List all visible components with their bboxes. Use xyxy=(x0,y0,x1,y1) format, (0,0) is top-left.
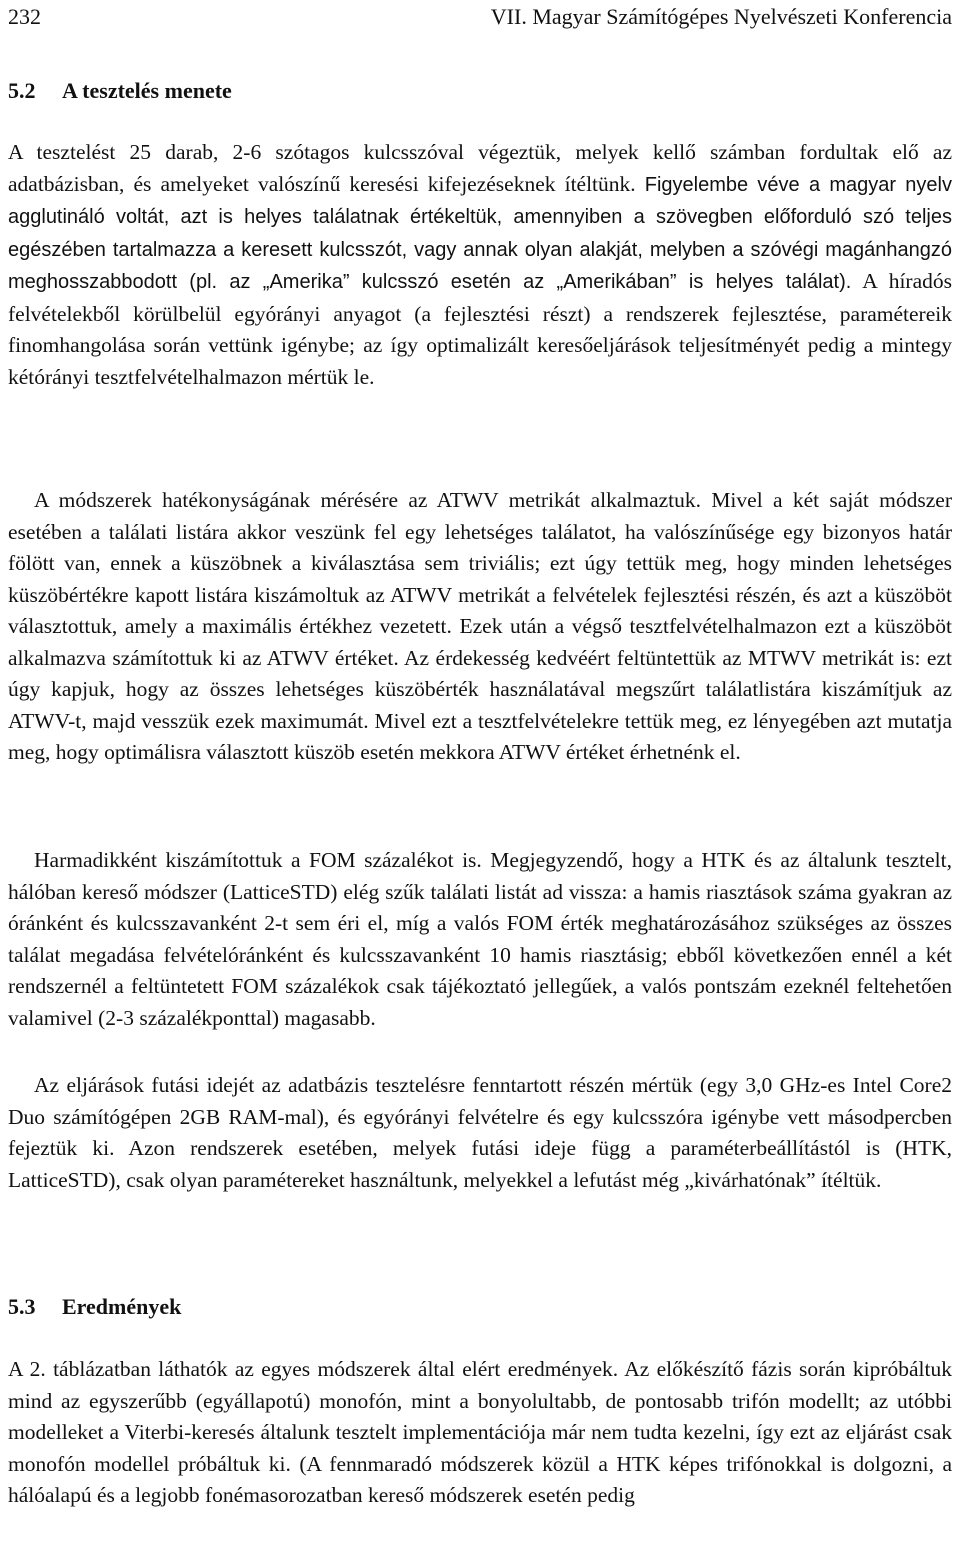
section-number: 5.3 xyxy=(8,1294,36,1319)
paragraph-text: Az eljárások futási idejét az adatbázis tesztelésre fenntartott részén mértük (egy 3,0 GHz-es Intel Core2 Duo számítógépen 2GB RAM-mal), és egyórányi felvételre és egy kulcsszóra igénybe vett másodpercben fejeztük ki. Azon rendszerek esetében, melyek futási ideje függ a paraméterbeállítástól is (HTK, LatticeSTD), csak olyan paramétereket használtunk, melyekkel a lefutást még „kivárhatónak” ítéltük. xyxy=(8,1073,952,1192)
conference-title: VII. Magyar Számítógépes Nyelvészeti Konferencia xyxy=(490,4,952,29)
paragraph-atwv-metric xyxy=(8,485,952,769)
paragraph-text-sans: Figyelembe véve a magyar nyelv agglutináló voltát, azt is helyes találatnak értékeltük, amennyiben a szövegben előforduló szó teljes egészében tartalmazza a keresett kulcsszót, vagy annak olyan alakját, melyben a szóvégi magánhangzó meghosszabbodott (pl. az „Amerika” kulcsszó esetén az „Amerikában” is helyes találat). xyxy=(8,173,952,293)
paragraph-results xyxy=(8,1354,952,1512)
paragraph-text: Harmadikként kiszámítottuk a FOM százalékot is. Megjegyzendő, hogy a HTK és az általunk tesztelt, hálóban kereső módszer (LatticeSTD) elég szűk találati listát ad vissza: a hamis riasztások száma gyakran az óránként és kulcsszavanként 2-t sem éri el, míg a valós FOM érték meghatározásához szükséges az összes találat megadása felvételóránként és kulcsszavanként 10 hamis riasztásig; ebből következően ennél a két rendszernél a feltüntetett FOM százalékok csak tájékoztató jellegűek, a valós pontszám ezeknél feltehetően valamivel (2-3 százalékponttal) magasabb. xyxy=(8,848,952,1030)
page-number: 232 xyxy=(8,4,41,29)
paragraph-text: A 2. táblázatban láthatók az egyes módszerek által elért eredmények. Az előkészítő fázis során kipróbáltuk mind az egyszerűbb (egyállapotú) monofón, mint a bonyolultabb, de pontosabb trifón modellt; az utóbbi modelleket a Viterbi-keresés általunk tesztelt implementációja már nem tudta kezelni, így ezt az eljárást csak monofón modellel próbáltuk ki. (A fennmaradó módszerek közül a HTK képes trifónokkal is dolgozni, a hálóalapú és a legjobb fonémasorozatban kereső módszerek esetén pedig xyxy=(8,1357,952,1507)
section-title: Eredmények xyxy=(62,1294,182,1319)
paragraph-text: A módszerek hatékonyságának mérésére az ATWV metrikát alkalmaztuk. Mivel a két saját módszer esetében a találati listára akkor veszünk fel egy lehetséges találatot, ha valószínűsége egy bizonyos határ fölött van, ennek a küszöbnek a kiválasztása sem triviális; ezt úgy tettük meg, hogy minden lehetséges küszöbértékre kapott listára kiszámoltuk az ATWV metrikát a felvételek fejlesztési részén, és azt a küszöböt választottuk, amely a maximális értékhez vezetett. Ezek után a végső tesztfelvételhalmazon ezt a küszöböt alkalmazva számítottuk ki az ATWV értéket. Az érdekesség kedvéért feltüntettük az MTWV metrikát is: ezt úgy kapjuk, hogy az összes lehetséges küszöbérték használatával megszűrt találatlistára kiszámítjuk az ATWV-t, majd vesszük ezek maximumát. Mivel ezt a tesztfelvételekre tettük meg, ez lényegében azt mutatja meg, hogy optimálisra választott küszöb esetén mekkora ATWV értéket érhetnénk el. xyxy=(8,488,952,764)
paragraph-text: A tesztelést 25 darab, 2-6 szótagos kulcsszóval végeztük, melyek kellő számban fordultak elő az adatbázisban, és amelyeket valószínű keresési kifejezéseknek ítéltünk. xyxy=(8,140,952,196)
paragraph-testing-setup xyxy=(8,137,952,393)
running-header xyxy=(8,2,952,36)
paragraph-runtime xyxy=(8,1070,952,1196)
section-heading-5-3 xyxy=(8,1292,181,1322)
section-number: 5.2 xyxy=(8,78,36,103)
paragraph-text: A híradós felvételekből körülbelül egyórányi anyagot (a fejlesztési részt) a rendszerek fejlesztése, paramétereik finomhangolása során vettünk igénybe; az így optimalizált keresőeljárások teljesítményét pedig a mintegy kétórányi tesztfelvételhalmazon mértük le. xyxy=(8,269,952,389)
paragraph-fom-percentage xyxy=(8,845,952,1034)
section-title: A tesztelés menete xyxy=(62,78,232,103)
section-heading-5-2 xyxy=(8,76,232,106)
